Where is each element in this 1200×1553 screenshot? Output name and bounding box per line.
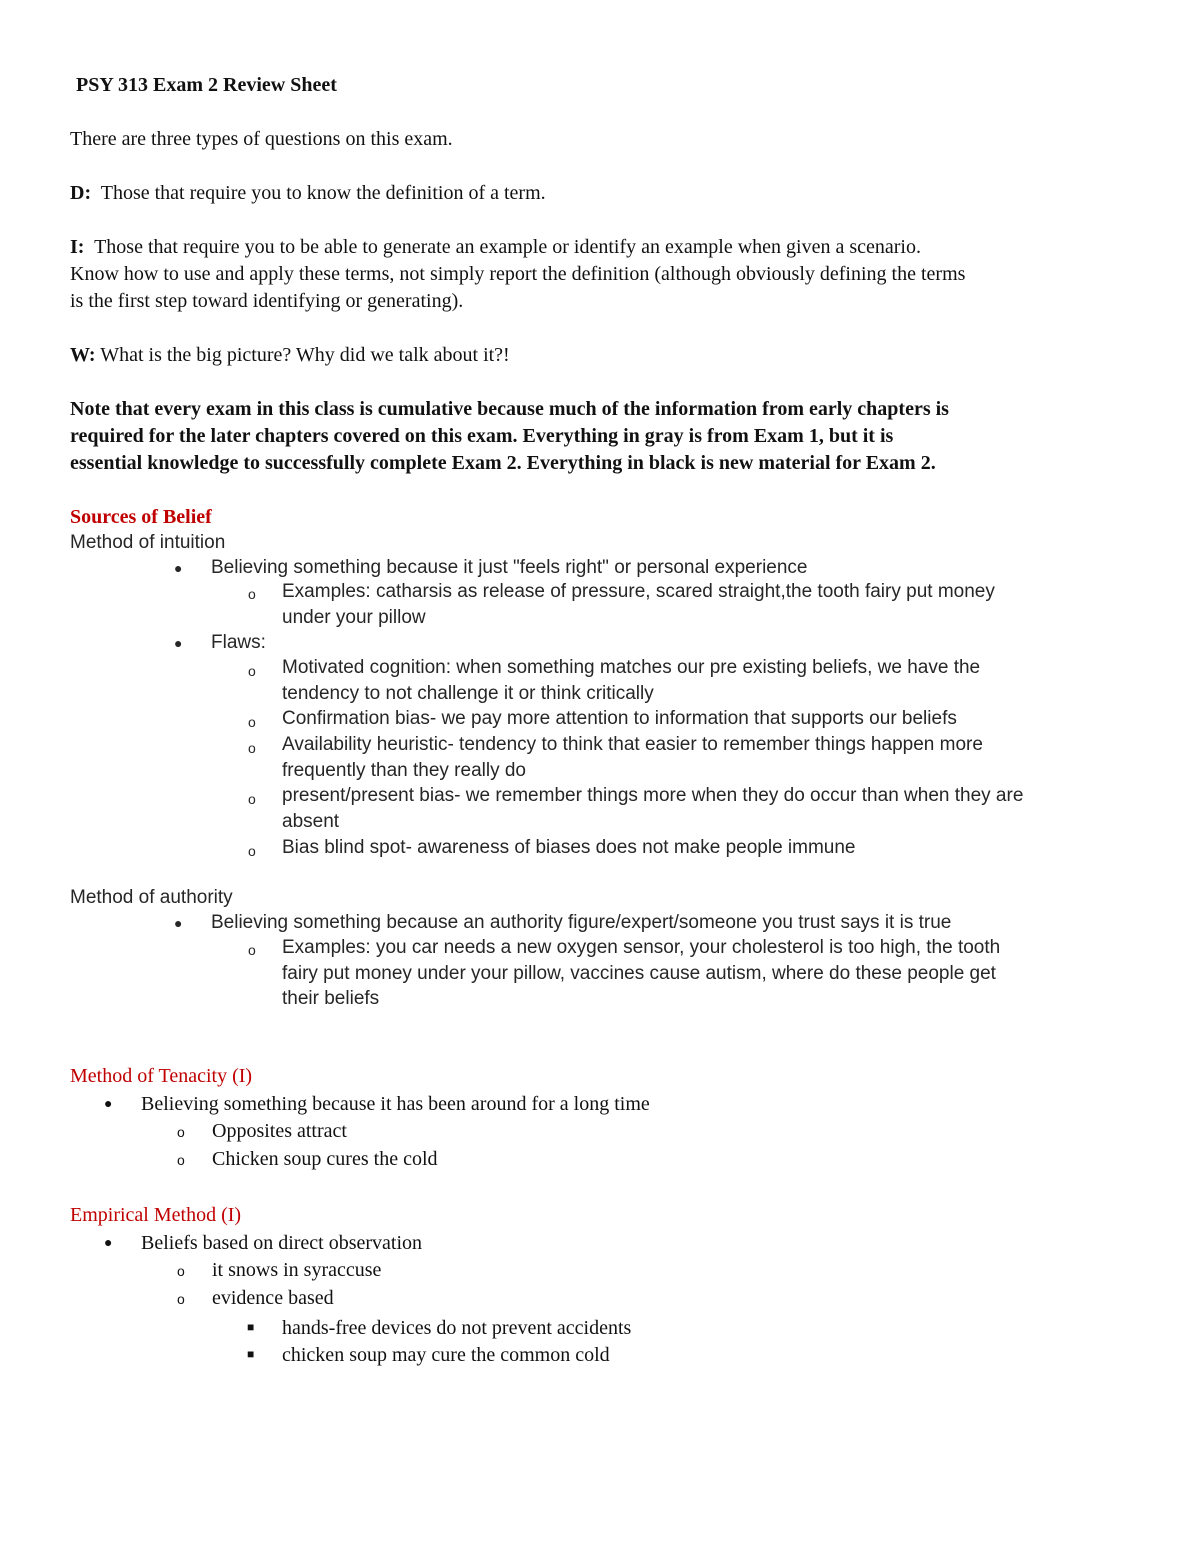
flaw-1-line1: Motivated cognition: when something matches our pre existing beliefs, we have the (282, 657, 981, 678)
flaw-3-line2: frequently than they really do (282, 760, 526, 781)
tenacity-sub-1: Opposites attract (212, 1120, 347, 1142)
bullet-circle-icon: o (248, 714, 256, 730)
authority-sub-1-line2: fairy put money under your pillow, vaccines cause autism, where do these people get (282, 963, 996, 984)
type-i-line2: Know how to use and apply these terms, not simply report the definition (although obviously defining the terms (70, 263, 966, 285)
empirical-sub-1: it snows in syraccuse (212, 1259, 382, 1281)
tenacity-sub-2: Chicken soup cures the cold (212, 1148, 438, 1170)
type-i-line3: is the first step toward identifying or generating). (70, 290, 464, 312)
bullet-circle-icon: o (177, 1124, 185, 1140)
intuition-bullet-1: Believing something because it just "feels right" or personal experience (211, 557, 808, 578)
authority-sub-1-line1: Examples: you car needs a new oxygen sensor, your cholesterol is too high, the tooth (282, 937, 1001, 958)
type-w (70, 344, 510, 367)
note-line1: Note that every exam in this class is cumulative because much of the information from early chapters is (70, 398, 949, 420)
type-d (70, 182, 546, 205)
flaw-3-line1: Availability heuristic- tendency to think that easier to remember things happen more (282, 734, 983, 755)
type-i-text: Those that require you to be able to generate an example or identify an example when given a scenario. (94, 236, 921, 258)
bullet-dot-icon: ● (104, 1097, 113, 1112)
type-d-label: D: (70, 182, 92, 204)
flaw-5: Bias blind spot- awareness of biases does not make people immune (282, 837, 856, 858)
flaw-4-line1: present/present bias- we remember things more when they do occur than when they are (282, 785, 1024, 806)
empirical-bullet-1: Beliefs based on direct observation (141, 1232, 423, 1254)
bullet-dot-icon: ● (174, 917, 183, 932)
type-d-text: Those that require you to know the definition of a term. (100, 182, 546, 204)
intuition-sub-1-line2: under your pillow (282, 607, 426, 628)
bullet-square-icon: ■ (247, 1347, 255, 1361)
bullet-square-icon: ■ (247, 1320, 255, 1334)
sources-heading: Sources of Belief (70, 506, 212, 528)
bullet-circle-icon: o (248, 942, 256, 958)
bullet-circle-icon: o (177, 1291, 185, 1307)
bullet-circle-icon: o (248, 791, 256, 807)
flaw-2: Confirmation bias- we pay more attention to information that supports our beliefs (282, 708, 957, 729)
type-w-label: W: (70, 344, 96, 366)
authority-bullet-1: Believing something because an authority figure/expert/someone you trust says it is true (211, 912, 952, 933)
bullet-circle-icon: o (177, 1152, 185, 1168)
bullet-circle-icon: o (248, 586, 256, 602)
bullet-circle-icon: o (177, 1263, 185, 1279)
authority-sub-1-line3: their beliefs (282, 988, 380, 1009)
bullet-circle-icon: o (248, 740, 256, 756)
type-i-label: I: (70, 236, 85, 258)
intro-text: There are three types of questions on this exam. (70, 128, 453, 150)
bullet-circle-icon: o (248, 843, 256, 859)
type-w-text: What is the big picture? Why did we talk about it?! (100, 344, 510, 366)
bullet-dot-icon: ● (174, 562, 183, 577)
flaw-4-line2: absent (282, 811, 340, 832)
note-line2: required for the later chapters covered on this exam. Everything in gray is from Exam 1, but it is (70, 425, 894, 447)
tenacity-bullet-1: Believing something because it has been around for a long time (141, 1093, 650, 1115)
note-line3: essential knowledge to successfully complete Exam 2. Everything in black is new material for Exam 2. (70, 452, 936, 474)
authority-title: Method of authority (70, 887, 233, 908)
empirical-heading: Empirical Method (I) (70, 1204, 242, 1226)
tenacity-heading: Method of Tenacity (I) (70, 1065, 253, 1087)
empirical-sub-2-item-1: hands-free devices do not prevent accidents (282, 1317, 632, 1339)
bullet-dot-icon: ● (104, 1236, 113, 1251)
empirical-sub-2: evidence based (212, 1287, 334, 1309)
intuition-sub-1-line1: Examples: catharsis as release of pressure, scared straight,the tooth fairy put money (282, 581, 995, 602)
page-title: PSY 313 Exam 2 Review Sheet (76, 74, 337, 96)
bullet-circle-icon: o (248, 663, 256, 679)
type-i-line1 (70, 236, 921, 259)
flaw-1-line2: tendency to not challenge it or think critically (282, 683, 654, 704)
intuition-title: Method of intuition (70, 532, 226, 553)
bullet-dot-icon: ● (174, 637, 183, 652)
empirical-sub-2-item-2: chicken soup may cure the common cold (282, 1344, 610, 1366)
intuition-bullet-2: Flaws: (211, 632, 266, 653)
